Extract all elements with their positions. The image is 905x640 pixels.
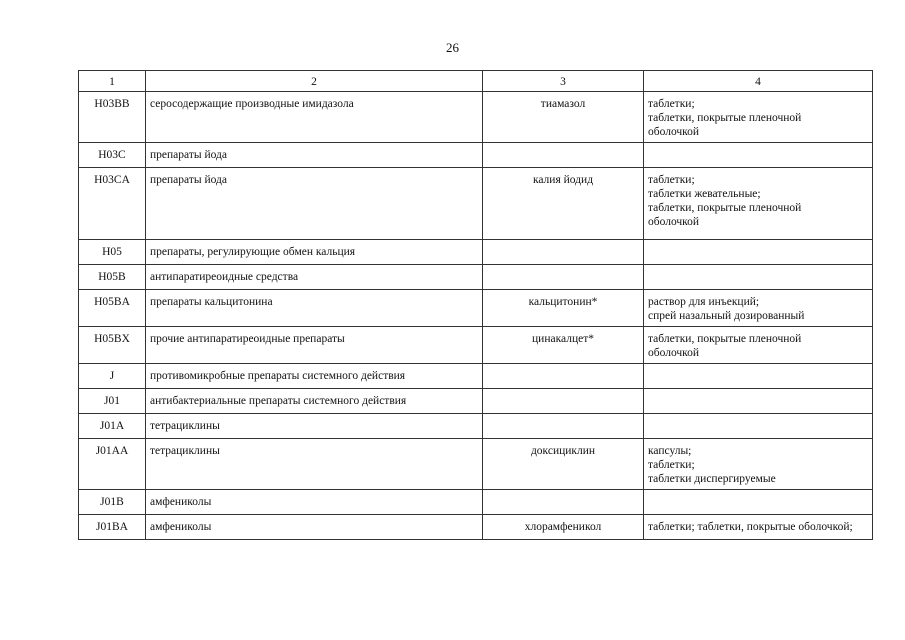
anatomical-group-cell: противомикробные препараты системного действия bbox=[146, 364, 483, 389]
dosage-forms-cell bbox=[644, 439, 873, 490]
dosage-forms-cell bbox=[644, 490, 873, 515]
table-row bbox=[79, 290, 873, 327]
anatomical-group-cell: прочие антипаратиреоидные препараты bbox=[146, 327, 483, 364]
drug-name-cell: хлорамфеникол bbox=[483, 515, 644, 540]
atc-code-cell: J01BA bbox=[79, 515, 146, 540]
anatomical-group-cell: амфениколы bbox=[146, 490, 483, 515]
table-row bbox=[79, 364, 873, 389]
dosage-form-line: таблетки; bbox=[648, 98, 695, 110]
table-row bbox=[79, 414, 873, 439]
atc-code-cell: H05BX bbox=[79, 327, 146, 364]
dosage-form-line: таблетки жевательные; bbox=[648, 188, 761, 200]
table-row bbox=[79, 490, 873, 515]
anatomical-group-cell: препараты йода bbox=[146, 168, 483, 240]
drug-name-cell: калия йодид bbox=[483, 168, 644, 240]
atc-code-cell: H03BB bbox=[79, 92, 146, 143]
drug-name-cell: тиамазол bbox=[483, 92, 644, 143]
drug-name-cell: кальцитонин* bbox=[483, 290, 644, 327]
anatomical-group-cell: антибактериальные препараты системного действия bbox=[146, 389, 483, 414]
dosage-forms-cell bbox=[644, 414, 873, 439]
anatomical-group-cell: препараты йода bbox=[146, 143, 483, 168]
dosage-form-line: таблетки, покрытые пленочной bbox=[648, 333, 802, 345]
dosage-forms-cell bbox=[644, 265, 873, 290]
atc-code-cell: H05BA bbox=[79, 290, 146, 327]
drug-name-cell bbox=[483, 490, 644, 515]
dosage-form-line: оболочкой bbox=[648, 347, 700, 359]
table-row bbox=[79, 389, 873, 414]
anatomical-group-cell: препараты, регулирующие обмен кальция bbox=[146, 240, 483, 265]
drug-name-cell bbox=[483, 143, 644, 168]
dosage-form-line: таблетки; bbox=[648, 174, 695, 186]
column-header-2: 2 bbox=[146, 71, 483, 92]
anatomical-group-cell: амфениколы bbox=[146, 515, 483, 540]
dosage-form-line: раствор для инъекций; bbox=[648, 296, 760, 308]
dosage-form-line: оболочкой bbox=[648, 126, 700, 138]
dosage-forms-cell bbox=[644, 327, 873, 364]
drug-name-cell bbox=[483, 265, 644, 290]
table-row bbox=[79, 265, 873, 290]
dosage-forms-cell bbox=[644, 290, 873, 327]
table-row bbox=[79, 327, 873, 364]
drug-name-cell bbox=[483, 240, 644, 265]
table-body bbox=[79, 92, 873, 540]
dosage-forms-cell bbox=[644, 143, 873, 168]
dosage-forms-cell bbox=[644, 168, 873, 240]
dosage-form-line: таблетки, покрытые пленочной bbox=[648, 112, 802, 124]
drug-name-cell: доксициклин bbox=[483, 439, 644, 490]
anatomical-group-cell: тетрациклины bbox=[146, 414, 483, 439]
atc-code-cell: H03CA bbox=[79, 168, 146, 240]
page-number: 26 bbox=[446, 40, 459, 55]
atc-code-cell: J01 bbox=[79, 389, 146, 414]
atc-code-cell: H05B bbox=[79, 265, 146, 290]
dosage-form-line: таблетки диспергируемые bbox=[648, 473, 776, 485]
dosage-forms-cell bbox=[644, 364, 873, 389]
anatomical-group-cell: серосодержащие производные имидазола bbox=[146, 92, 483, 143]
dosage-forms-cell bbox=[644, 92, 873, 143]
anatomical-group-cell: препараты кальцитонина bbox=[146, 290, 483, 327]
dosage-forms-cell bbox=[644, 515, 873, 540]
dosage-form-line: таблетки; таблетки, покрытые оболочкой; bbox=[648, 521, 853, 533]
table-header-row bbox=[79, 71, 873, 92]
atc-code-cell: J01A bbox=[79, 414, 146, 439]
column-header-4: 4 bbox=[644, 71, 873, 92]
table-row bbox=[79, 168, 873, 240]
table-row bbox=[79, 439, 873, 490]
dosage-forms-cell bbox=[644, 240, 873, 265]
column-header-3: 3 bbox=[483, 71, 644, 92]
anatomical-group-cell: антипаратиреоидные средства bbox=[146, 265, 483, 290]
atc-code-cell: H05 bbox=[79, 240, 146, 265]
drug-name-cell: цинакалцет* bbox=[483, 327, 644, 364]
anatomical-group-cell: тетрациклины bbox=[146, 439, 483, 490]
table-row bbox=[79, 240, 873, 265]
table-row bbox=[79, 92, 873, 143]
drug-name-cell bbox=[483, 414, 644, 439]
table-row bbox=[79, 143, 873, 168]
atc-code-cell: J01AA bbox=[79, 439, 146, 490]
atc-code-cell: H03C bbox=[79, 143, 146, 168]
dosage-form-line: спрей назальный дозированный bbox=[648, 310, 805, 322]
column-header-1: 1 bbox=[79, 71, 146, 92]
atc-code-cell: J bbox=[79, 364, 146, 389]
dosage-form-line: таблетки, покрытые пленочной bbox=[648, 202, 802, 214]
table-row bbox=[79, 515, 873, 540]
atc-code-cell: J01B bbox=[79, 490, 146, 515]
drug-table bbox=[78, 70, 873, 540]
dosage-form-line: капсулы; bbox=[648, 445, 692, 457]
drug-name-cell bbox=[483, 364, 644, 389]
dosage-form-line: оболочкой bbox=[648, 216, 700, 228]
drug-name-cell bbox=[483, 389, 644, 414]
dosage-forms-cell bbox=[644, 389, 873, 414]
dosage-form-line: таблетки; bbox=[648, 459, 695, 471]
